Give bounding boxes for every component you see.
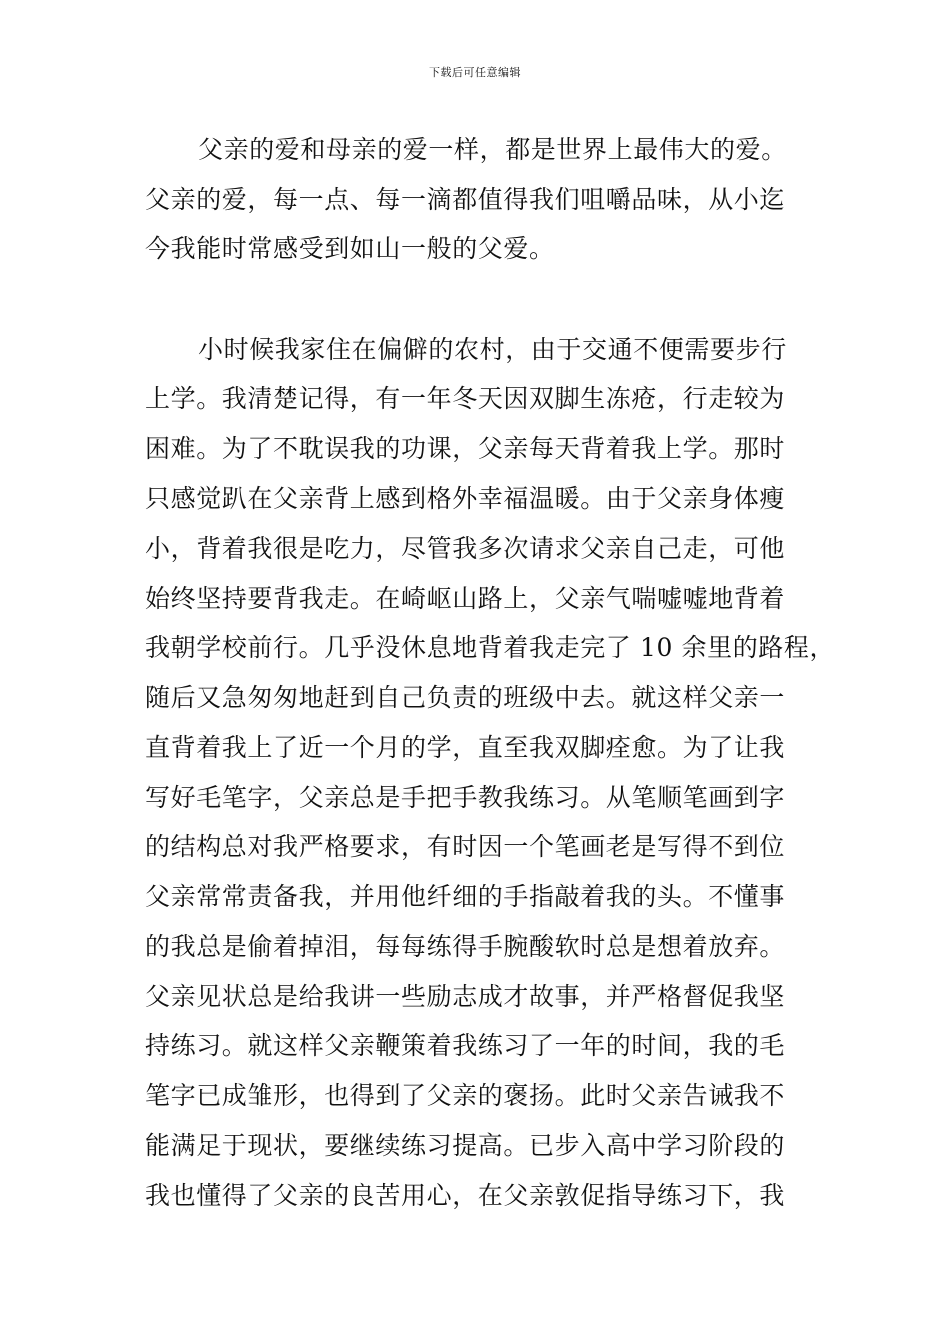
text-line: 能满足于现状，要继续练习提高。已步入高中学习阶段的 xyxy=(145,1131,786,1160)
text-line: 上学。我清楚记得，有一年冬天因双脚生冻疮，行走较为 xyxy=(145,384,786,413)
text-line: 始终坚持要背我走。在崎岖山路上，父亲气喘嘘嘘地背着 xyxy=(145,584,786,613)
text-line: 我朝学校前行。几乎没休息地背着我走完了 10 余里的路程， xyxy=(145,633,836,662)
page-header: 下载后可任意编辑 xyxy=(429,66,521,79)
text-line: 直背着我上了近一个月的学，直至我双脚痊愈。为了让我 xyxy=(145,733,786,762)
text-line: 父亲的爱和母亲的爱一样，都是世界上最伟大的爱。 xyxy=(198,135,787,164)
text-line: 小时候我家住在偏僻的农村，由于交通不便需要步行 xyxy=(198,335,787,364)
text-line: 只感觉趴在父亲背上感到格外幸福温暖。由于父亲身体瘦 xyxy=(145,484,786,513)
text-line: 持练习。就这样父亲鞭策着我练习了一年的时间，我的毛 xyxy=(145,1031,786,1060)
text-line: 我也懂得了父亲的良苦用心，在父亲敦促指导练习下，我 xyxy=(145,1181,786,1210)
text-line: 写好毛笔字，父亲总是手把手教我练习。从笔顺笔画到字 xyxy=(145,783,786,812)
text-line: 父亲的爱，每一点、每一滴都值得我们咀嚼品味，从小迄 xyxy=(145,185,786,214)
text-line: 随后又急匆匆地赶到自己负责的班级中去。就这样父亲一 xyxy=(145,683,786,712)
text-line: 今我能时常感受到如山一般的父爱。 xyxy=(145,234,555,263)
text-line: 小，背着我很是吃力，尽管我多次请求父亲自己走，可他 xyxy=(145,534,786,563)
text-line: 父亲常常责备我，并用他纤细的手指敲着我的头。不懂事 xyxy=(145,882,786,911)
text-line: 的结构总对我严格要求，有时因一个笔画老是写得不到位 xyxy=(145,832,786,861)
text-line: 的我总是偷着掉泪，每每练得手腕酸软时总是想着放弃。 xyxy=(145,932,786,961)
text-line: 笔字已成雏形，也得到了父亲的褒扬。此时父亲告诫我不 xyxy=(145,1081,786,1110)
text-line: 困难。为了不耽误我的功课，父亲每天背着我上学。那时 xyxy=(145,434,786,463)
text-line: 父亲见状总是给我讲一些励志成才故事，并严格督促我坚 xyxy=(145,982,786,1011)
